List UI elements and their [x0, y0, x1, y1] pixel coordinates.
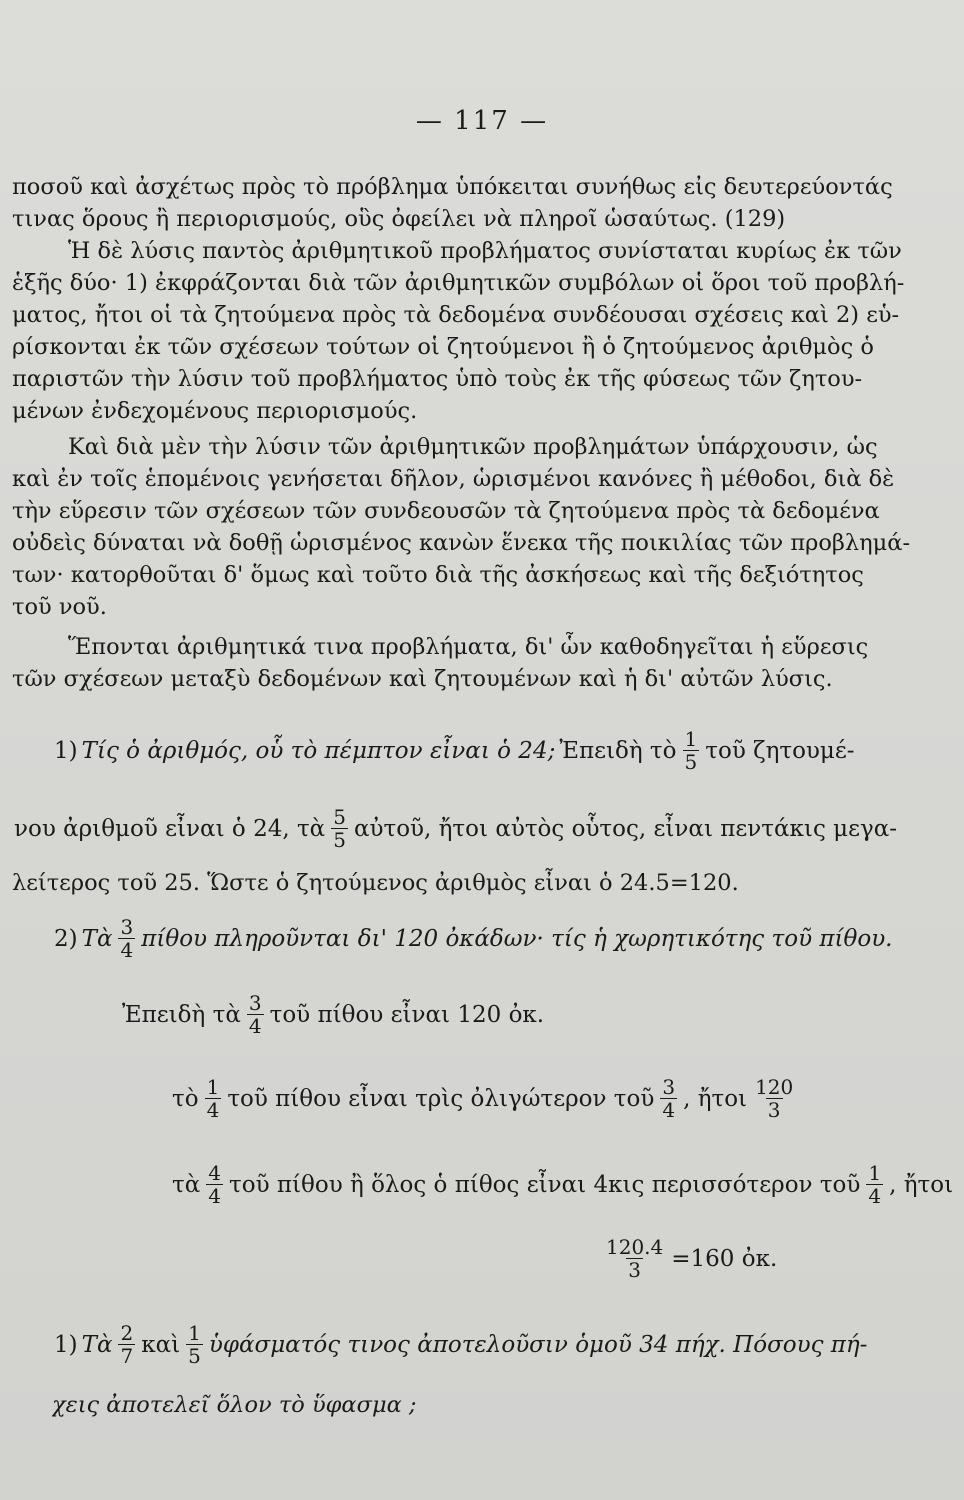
- fraction: $\frac{120}{3}$: [755, 1075, 794, 1122]
- text-line: μένων ἐνδεχομένους περιορισμούς.: [12, 398, 418, 424]
- text-line: Ἕπονται ἀριθμητικά τινα προβλήματα, δι' ὧν καθοδηγεῖται ἡ εὕρεσις: [68, 634, 869, 660]
- text-fragment: τοῦ πίθου ἢ ὅλος ὁ πίθος εἶναι 4κις περισσότερον τοῦ: [229, 1171, 861, 1198]
- problem-2-step-2: [170, 1076, 799, 1121]
- text-fragment: , ἤτοι: [683, 1085, 748, 1112]
- problem-3-line-2: χεις ἀποτελεῖ ὅλον τὸ ὕφασμα ;: [52, 1392, 417, 1418]
- text-line: καὶ ἐν τοῖς ἑπομένοις γενήσεται δῆλον, ὡρισμένοι κανόνες ἢ μέθοδοι, διὰ δὲ: [12, 466, 895, 492]
- text-line: τῶν σχέσεων μεταξὺ δεδομένων καὶ ζητουμένων καὶ ἡ δι' αὐτῶν λύσις.: [12, 666, 833, 692]
- text-fragment: Τὰ: [81, 925, 113, 952]
- problem-label: 1): [54, 737, 78, 764]
- text-line: τοῦ νοῦ.: [12, 594, 107, 620]
- text-fragment: πίθου πληροῦνται δι' 120 ὀκάδων· τίς ἡ χωρητικότης τοῦ πίθου.: [141, 925, 893, 952]
- text-fragment: =160 ὀκ.: [671, 1245, 778, 1272]
- problem-2-step-4: [600, 1236, 779, 1281]
- problem-1-question: [52, 728, 857, 773]
- fraction: $\frac{1}{5}$: [684, 727, 698, 774]
- text-line: ἑξῆς δύο· 1) ἐκφράζονται διὰ τῶν ἀριθμητικῶν συμβόλων οἱ ὅροι τοῦ προβλή-: [12, 270, 905, 296]
- problem-3-question: [52, 1322, 869, 1367]
- fraction: $\frac{3}{4}$: [248, 991, 262, 1038]
- fraction: $\frac{5}{5}$: [333, 805, 346, 852]
- text-line: ποσοῦ καὶ ἀσχέτως πρὸς τὸ πρόβλημα ὑπόκειται συνήθως εἰς δευτερεύοντάς: [12, 174, 893, 200]
- text-fragment: τοῦ πίθου εἶναι 120 ὀκ.: [269, 1001, 545, 1028]
- text-line: παριστῶν τὴν λύσιν τοῦ προβλήματος ὑπὸ τοὺς ἐκ τῆς φύσεως τῶν ζητου-: [12, 366, 863, 392]
- text-line: Ἡ δὲ λύσις παντὸς ἀριθμητικοῦ προβλήματος συνίσταται κυρίως ἐκ τῶν: [68, 238, 902, 264]
- problem-label: 2): [54, 925, 78, 952]
- fraction: $\frac{2}{7}$: [120, 1321, 134, 1368]
- text-fragment: τοῦ ζητουμέ-: [705, 737, 855, 764]
- problem-2-step-1: [120, 992, 546, 1037]
- text-fragment: καὶ: [141, 1331, 181, 1358]
- fraction: $\frac{120.4}{3}$: [606, 1235, 664, 1282]
- fraction: $\frac{3}{4}$: [120, 915, 134, 962]
- question-text: Τίς ὁ ἀριθμός, οὗ τὸ πέμπτον εἶναι ὁ 24;: [81, 737, 556, 764]
- problem-1-line-2: [12, 806, 899, 851]
- problem-label: 1): [54, 1331, 78, 1358]
- text-line: τὴν εὕρεσιν τῶν σχέσεων τῶν συνδεουσῶν τὰ ζητούμενα πρὸς τὰ δεδομένα: [12, 498, 880, 524]
- fraction: $\frac{4}{4}$: [208, 1161, 221, 1208]
- text-fragment: τὰ: [172, 1171, 201, 1198]
- text-line: ρίσκονται ἐκ τῶν σχέσεων τούτων οἱ ζητούμενοι ἢ ὁ ζητούμενος ἀριθμὸς ὁ: [12, 334, 874, 360]
- text-fragment: Ἐπειδὴ τὸ: [559, 737, 677, 764]
- page-number: — 117 —: [415, 106, 549, 136]
- text-fragment: Τὰ: [81, 1331, 113, 1358]
- problem-2-step-3: [170, 1162, 955, 1207]
- text-fragment: , ἤτοι: [889, 1171, 954, 1198]
- problem-1-line-3: λείτερος τοῦ 25. Ὥστε ὁ ζητούμενος ἀριθμὸς εἶναι ὁ 24.5=120.: [12, 870, 739, 896]
- text-line: Καὶ διὰ μὲν τὴν λύσιν τῶν ἀριθμητικῶν προβλημάτων ὑπάρχουσιν, ὡς: [68, 434, 878, 460]
- text-fragment: τοῦ πίθου εἶναι τρὶς ὀλιγώτερον τοῦ: [227, 1085, 655, 1112]
- text-line: οὐδεὶς δύναται νὰ δοθῇ ὡρισμένος κανὼν ἕνεκα τῆς ποικιλίας τῶν προβλημά-: [12, 530, 911, 556]
- fraction: $\frac{3}{4}$: [662, 1075, 676, 1122]
- text-fragment: Ἐπειδὴ τὰ: [122, 1001, 241, 1028]
- text-fragment: αὐτοῦ, ἤτοι αὐτὸς οὗτος, εἶναι πεντάκις μεγα-: [353, 815, 898, 842]
- fraction: $\frac{1}{5}$: [188, 1321, 201, 1368]
- text-line: ματος, ἤτοι οἱ τὰ ζητούμενα πρὸς τὰ δεδομένα συνδέουσαι σχέσεις καὶ 2) εὑ-: [12, 302, 900, 328]
- text-line: τινας ὅρους ἢ περιορισμούς, οὓς ὀφείλει νὰ πληροῖ ὡσαύτως. (129): [12, 206, 786, 232]
- text-line: των· κατορθοῦται δ' ὅμως καὶ τοῦτο διὰ τῆς ἀσκήσεως καὶ τῆς δεξιότητος: [12, 562, 864, 588]
- text-fragment: τὸ: [172, 1085, 199, 1112]
- text-fragment: νου ἀριθμοῦ εἶναι ὁ 24, τὰ: [14, 815, 326, 842]
- fraction: $\frac{1}{4}$: [868, 1161, 882, 1208]
- text-fragment: ὑφάσματός τινος ἀποτελοῦσιν ὁμοῦ 34 πήχ. Πόσους πή-: [208, 1331, 868, 1358]
- problem-2-question: [52, 916, 894, 961]
- fraction: $\frac{1}{4}$: [206, 1075, 220, 1122]
